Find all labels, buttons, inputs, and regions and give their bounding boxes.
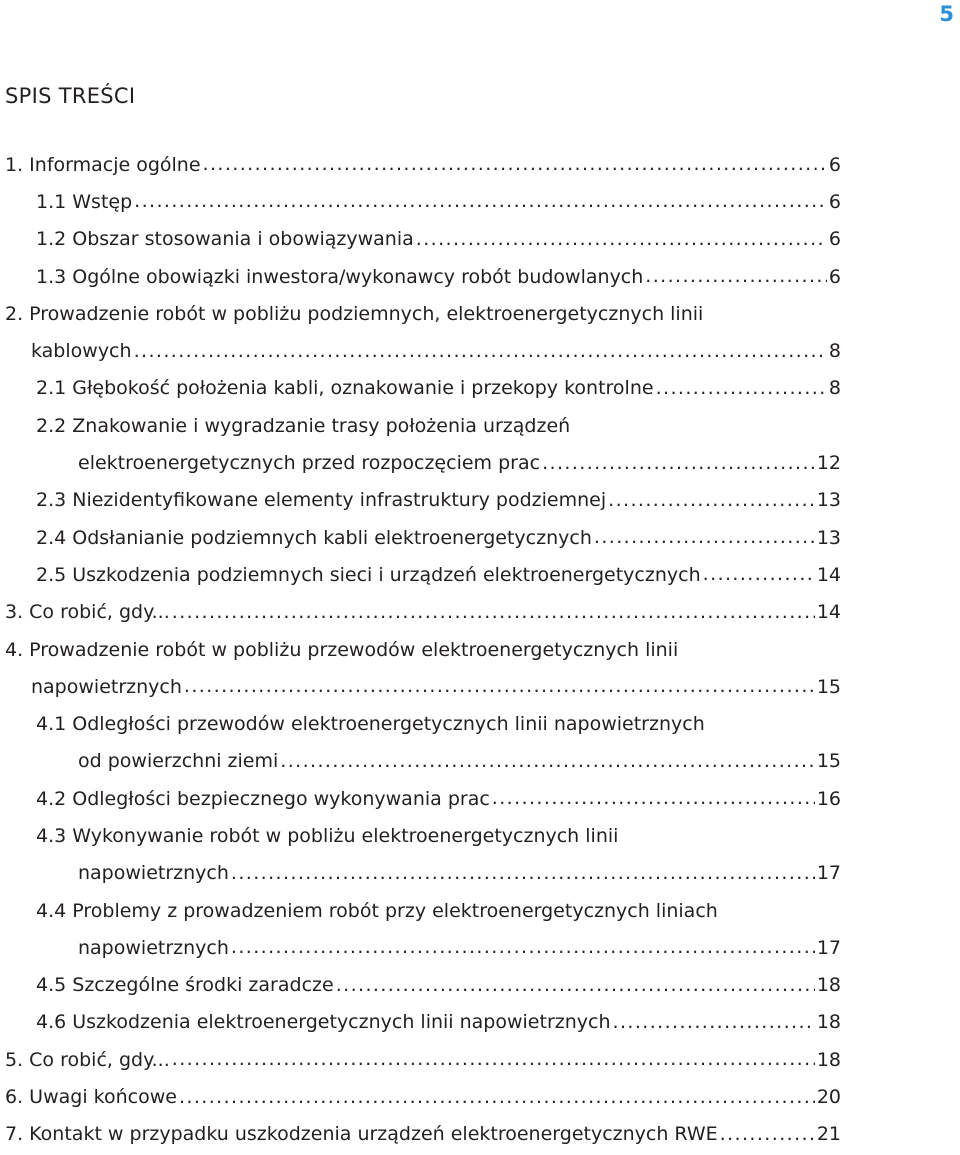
toc-entry[interactable] [5, 1078, 841, 1115]
toc-entry-page: 18 [816, 1048, 841, 1071]
toc-entry-page: 6 [828, 265, 841, 288]
toc-leader-dots [608, 491, 815, 510]
toc-entry-label: 4.6 Uszkodzenia elektroenergetycznych linii napowietrznych [36, 1011, 611, 1034]
toc-entry-page: 21 [816, 1123, 841, 1146]
toc-entry-page: 15 [816, 675, 841, 698]
toc-entry[interactable] [5, 668, 841, 705]
toc-entry-heading[interactable] [5, 295, 841, 332]
toc-entry[interactable] [5, 221, 841, 258]
toc-entry-label: kablowych [31, 340, 132, 363]
toc-entry[interactable] [5, 855, 841, 892]
toc-entry[interactable] [5, 1041, 841, 1078]
toc-entry-label: napowietrznych [31, 675, 182, 698]
toc-leader-dots [203, 155, 827, 174]
toc-entry-heading[interactable] [5, 705, 841, 742]
toc-entry[interactable] [5, 556, 841, 593]
toc-entry-page: 14 [816, 601, 841, 624]
toc-entry[interactable] [5, 332, 841, 369]
toc-entry-page: 13 [816, 489, 841, 512]
toc-leader-dots [416, 230, 827, 249]
toc-entry-label: 3. Co robić, gdy... [5, 601, 170, 624]
toc-entry-label: 7. Kontakt w przypadku uszkodzenia urządzeń elektroenergetycznych RWE [5, 1123, 718, 1146]
toc-leader-dots [594, 528, 815, 547]
toc-entry-label: 2. Prowadzenie robót w pobliżu podziemnych, elektroenergetycznych linii [5, 302, 704, 325]
toc-leader-dots [172, 1050, 815, 1069]
toc-entry-page: 13 [816, 526, 841, 549]
toc-entry-label: 1.1 Wstęp [36, 190, 133, 213]
toc-entry[interactable] [5, 967, 841, 1004]
toc-entry-label: 5. Co robić, gdy... [5, 1048, 170, 1071]
toc-entry-label: 2.5 Uszkodzenia podziemnych sieci i urządzeń elektroenergetycznych [36, 563, 701, 586]
toc-entry-page: 16 [816, 787, 841, 810]
toc-entry-label: 6. Uwagi końcowe [5, 1086, 177, 1109]
toc-entry[interactable] [5, 444, 841, 481]
toc-entry-page: 8 [828, 377, 841, 400]
toc-entry[interactable] [5, 482, 841, 519]
toc-entry-label: napowietrznych [78, 862, 229, 885]
toc-entry[interactable] [5, 594, 841, 631]
toc-leader-dots [542, 454, 815, 473]
toc-entry-label: 2.3 Niezidentyfikowane elementy infrastruktury podziemnej [36, 489, 607, 512]
toc-entry-page: 17 [816, 862, 841, 885]
toc-entry[interactable] [5, 929, 841, 966]
toc-leader-dots [645, 267, 827, 286]
toc-leader-dots [134, 342, 827, 361]
toc-entry-label: 2.4 Odsłanianie podziemnych kabli elektroenergetycznych [36, 526, 592, 549]
toc-entry-heading[interactable] [5, 631, 841, 668]
toc-leader-dots [184, 677, 815, 696]
toc-leader-dots [492, 789, 815, 808]
toc-leader-dots [179, 1088, 815, 1107]
toc-entry-page: 18 [816, 974, 841, 997]
toc-leader-dots [231, 864, 815, 883]
toc-leader-dots [336, 976, 815, 995]
toc-leader-dots [703, 565, 815, 584]
toc-leader-dots [231, 938, 815, 957]
page-number: 5 [939, 2, 954, 26]
toc-entry-heading[interactable] [5, 892, 841, 929]
toc-leader-dots [613, 1013, 815, 1032]
toc-entry-page: 14 [816, 563, 841, 586]
toc-entry-page: 17 [816, 936, 841, 959]
toc-entry-label: napowietrznych [78, 936, 229, 959]
toc-entry-label: 4. Prowadzenie robót w pobliżu przewodów elektroenergetycznych linii [5, 638, 679, 661]
toc-entry[interactable] [5, 183, 841, 220]
toc-entry[interactable] [5, 519, 841, 556]
toc-entry-label: 1. Informacje ogólne [5, 153, 201, 176]
table-of-contents [5, 146, 841, 1153]
toc-title: SPIS TREŚCI [5, 84, 136, 108]
toc-entry-label: od powierzchni ziemi [78, 750, 279, 773]
toc-entry-page: 18 [816, 1011, 841, 1034]
toc-entry[interactable] [5, 370, 841, 407]
toc-entry-label: 4.1 Odległości przewodów elektroenergetycznych linii napowietrznych [36, 713, 705, 736]
toc-entry-label: 4.4 Problemy z prowadzeniem robót przy elektroenergetycznych liniach [36, 899, 718, 922]
toc-entry-page: 15 [816, 750, 841, 773]
toc-entry-page: 6 [828, 153, 841, 176]
toc-entry[interactable] [5, 743, 841, 780]
toc-entry-heading[interactable] [5, 817, 841, 854]
toc-entry-page: 6 [828, 190, 841, 213]
toc-entry[interactable] [5, 1004, 841, 1041]
toc-entry-heading[interactable] [5, 407, 841, 444]
toc-entry[interactable] [5, 780, 841, 817]
toc-entry-label: 2.2 Znakowanie i wygradzanie trasy położenia urządzeń [36, 414, 571, 437]
toc-entry[interactable] [5, 1116, 841, 1153]
toc-leader-dots [720, 1125, 815, 1144]
toc-entry-label: 4.3 Wykonywanie robót w pobliżu elektroenergetycznych linii [36, 824, 619, 847]
toc-entry-label: 1.2 Obszar stosowania i obowiązywania [36, 228, 414, 251]
toc-entry-page: 6 [828, 228, 841, 251]
toc-entry-label: 4.5 Szczególne środki zaradcze [36, 974, 334, 997]
toc-entry[interactable] [5, 146, 841, 183]
toc-entry[interactable] [5, 258, 841, 295]
toc-leader-dots [134, 192, 827, 211]
toc-entry-label: 1.3 Ogólne obowiązki inwestora/wykonawcy robót budowlanych [36, 265, 644, 288]
toc-leader-dots [656, 379, 827, 398]
toc-leader-dots [280, 752, 815, 771]
toc-entry-label: 4.2 Odległości bezpiecznego wykonywania prac [36, 787, 490, 810]
toc-entry-page: 20 [816, 1086, 841, 1109]
toc-entry-page: 8 [828, 340, 841, 363]
toc-entry-page: 12 [816, 452, 841, 475]
toc-entry-label: elektroenergetycznych przed rozpoczęciem prac [78, 452, 541, 475]
toc-entry-label: 2.1 Głębokość położenia kabli, oznakowanie i przekopy kontrolne [36, 377, 654, 400]
toc-leader-dots [172, 603, 815, 622]
